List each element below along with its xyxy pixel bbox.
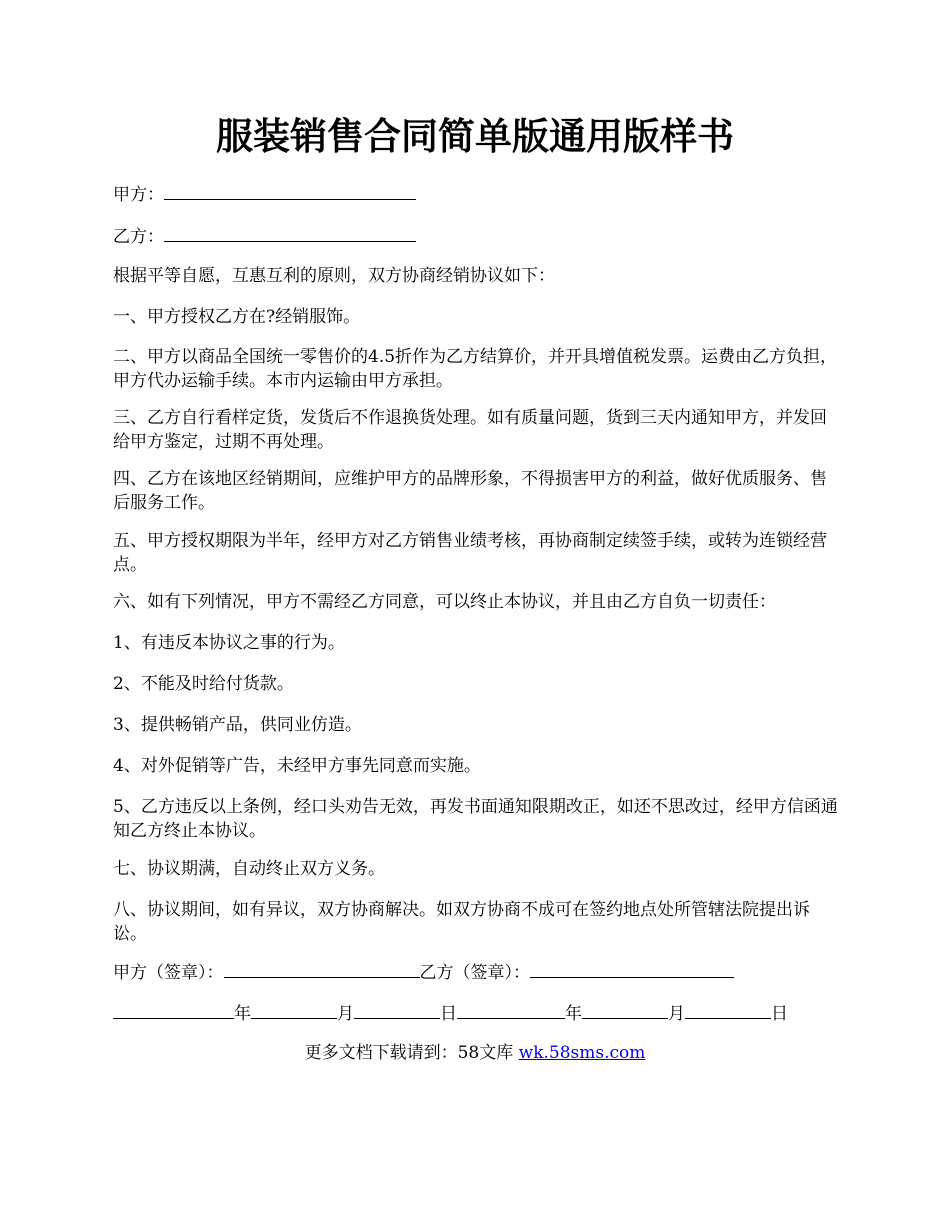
- clause-6-item-4: 4、对外促销等广告，未经甲方事先同意而实施。: [113, 756, 481, 776]
- month-a-blank: [251, 1000, 337, 1019]
- month-b-label: 月: [668, 1004, 685, 1024]
- clause-6-item-3: 3、提供畅销产品，供同业仿造。: [113, 715, 362, 735]
- party-b-blank: [164, 223, 416, 242]
- party-a-line: [113, 181, 416, 207]
- clause-6-item-2: 2、不能及时给付货款。: [113, 674, 294, 694]
- day-a-blank: [354, 1000, 440, 1019]
- party-b-sign-blank: [530, 959, 734, 978]
- year-b-label: 年: [565, 1004, 582, 1024]
- party-a-blank: [164, 181, 416, 200]
- year-a-blank: [113, 1000, 234, 1019]
- clause-3: 三、乙方自行看样定货，发货后不作退换货处理。如有质量问题，货到三天内通知甲方，并发回给甲方鉴定，过期不再处理。: [113, 408, 827, 452]
- clause-7: 七、协议期满，自动终止双方义务。: [113, 859, 385, 879]
- day-a-label: 日: [440, 1004, 457, 1024]
- party-b-line: [113, 223, 416, 249]
- clause-5: 五、甲方授权期限为半年，经甲方对乙方销售业绩考核，再协商制定续签手续，或转为连锁经营点。: [113, 531, 827, 575]
- day-b-blank: [685, 1000, 771, 1019]
- party-a-sign-label: 甲方（签章）：: [113, 963, 224, 983]
- clause-2: 二、甲方以商品全国统一零售价的4.5折作为乙方结算价，并开具增值税发票。运费由乙方负担，甲方代办运输手续。本市内运输由甲方承担。: [113, 347, 838, 391]
- footer: [0, 1041, 950, 1065]
- clause-6-item-1: 1、有违反本协议之事的行为。: [113, 633, 345, 653]
- footer-link[interactable]: wk.58sms.com: [518, 1043, 646, 1063]
- year-a-label: 年: [234, 1004, 251, 1024]
- clause-1: 一、甲方授权乙方在?经销服饰。: [113, 307, 361, 327]
- intro-paragraph: 根据平等自愿，互惠互利的原则，双方协商经销协议如下：: [113, 266, 555, 286]
- year-b-blank: [457, 1000, 565, 1019]
- clause-4: 四、乙方在该地区经销期间，应维护甲方的品牌形象，不得损害甲方的利益，做好优质服务、售后服务工作。: [113, 469, 827, 513]
- party-b-sign-label: 乙方（签章）：: [419, 963, 530, 983]
- party-a-sign-blank: [224, 959, 420, 978]
- clause-8: 八、协议期间，如有异议，双方协商解决。如双方协商不成可在签约地点处所管辖法院提出诉讼。: [113, 900, 810, 944]
- signature-line: [113, 959, 734, 985]
- document-title: 服装销售合同简单版通用版样书: [216, 114, 734, 158]
- month-b-blank: [582, 1000, 668, 1019]
- month-a-label: 月: [337, 1004, 354, 1024]
- party-b-label: 乙方：: [113, 227, 164, 247]
- footer-text: 更多文档下载请到：58文库: [304, 1043, 519, 1063]
- day-b-label: 日: [771, 1004, 788, 1024]
- party-a-label: 甲方：: [113, 185, 164, 205]
- clause-6-item-5: 5、乙方违反以上条例，经口头劝告无效，再发书面通知限期改正，如还不思改过，经甲方信函通知乙方终止本协议。: [113, 797, 838, 841]
- date-line: [113, 1000, 788, 1026]
- clause-6: 六、如有下列情况，甲方不需经乙方同意，可以终止本协议，并且由乙方自负一切责任：: [113, 592, 776, 612]
